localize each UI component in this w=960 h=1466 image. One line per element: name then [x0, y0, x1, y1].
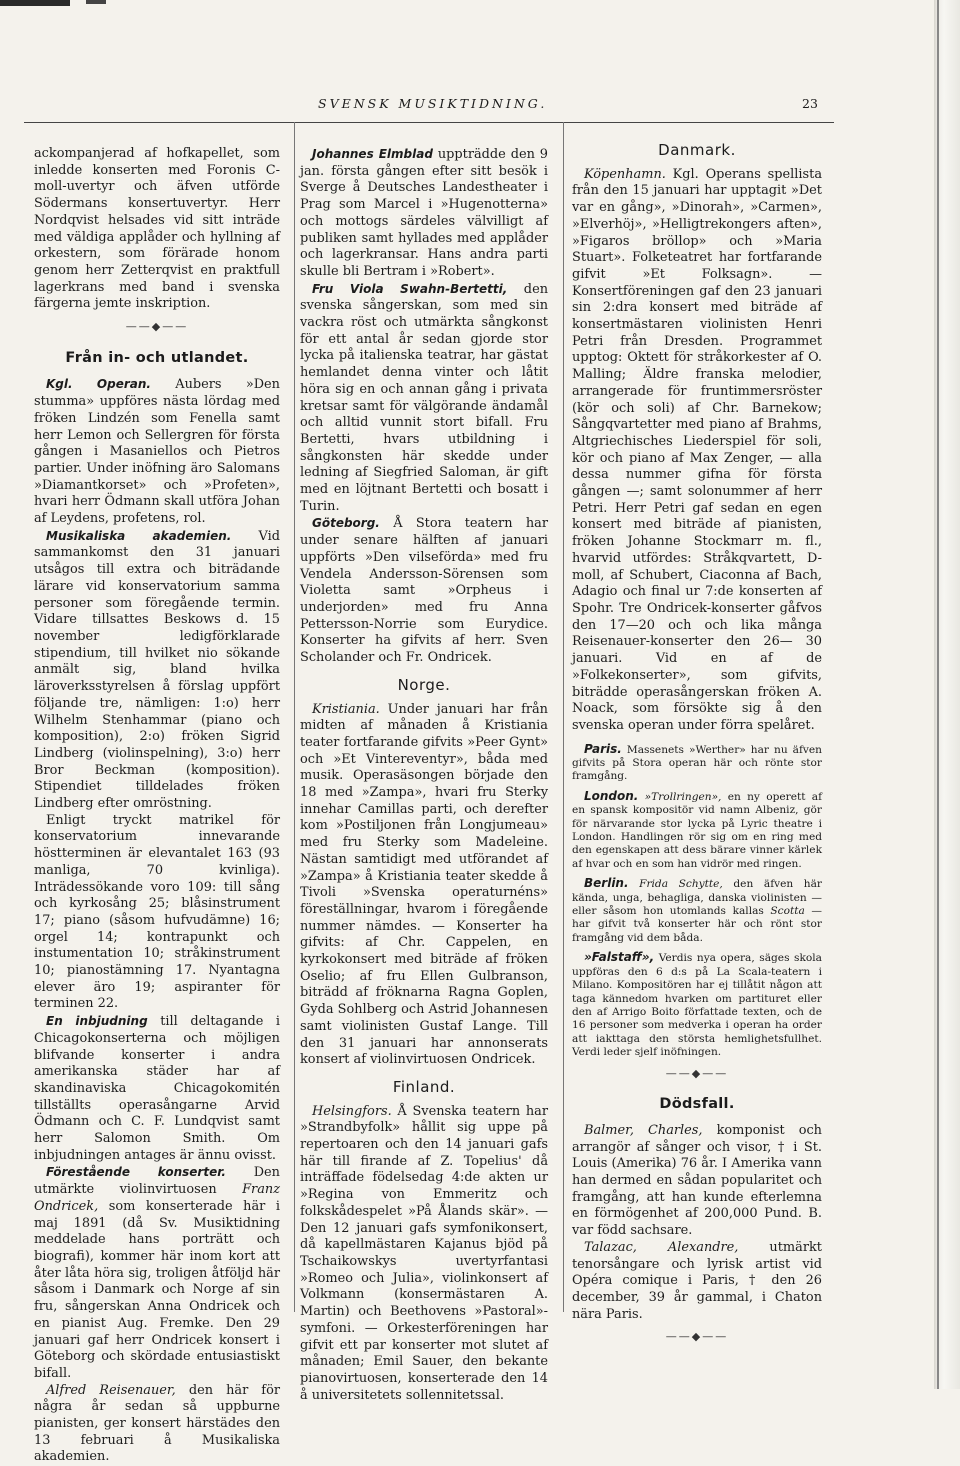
article-text: den svenska sångerskan, som med sin vackra röst och utmärkta sångkonst för ett antal år sedan gjorde stor lycka på italienska teatrar, har gästat hemlandet denna vinter och låtit höra sig en och annan gång i privata kretsar samt för välgörande ändamål och alltid vunnit stort bifall. Fru Bertetti, hvars utbildning i sångkonsten här skedde under ledning af Siegfried Saloman, är gift med en löjtnant Bertetti och bosatt i Turin.: [300, 281, 548, 514]
paragraph: [572, 167, 822, 735]
page-number: 23: [802, 96, 818, 111]
article-lead: Berlin.: [584, 876, 629, 891]
article-lead: En inbjudning: [46, 1014, 148, 1029]
paragraph: Enligt tryckt matrikel för konservatorium innevarande höstterminen är elevantalet 163 (93 manliga, 70 kvinliga). Inträdessökande voro 109: till sång och kyrkosång 25; blåsinstrument 17; piano (såsom hufvudämne) 16; orgel 14; kontrapunkt och instumentation 10; stråkinstrument 10; pianostämning 17. Nyantagna elever äro 19; aspiranter för terminen 22.: [34, 812, 280, 1012]
article-lead: Fru Viola Swahn-Bertetti,: [312, 281, 508, 296]
article-text: Den utmärkte violinvirtuosen: [34, 1165, 280, 1198]
article-lead: »Falstaff»,: [584, 950, 655, 965]
article-lead: Förestående konserter.: [46, 1165, 226, 1180]
paragraph: [300, 146, 548, 281]
person-name: Scotta: [770, 905, 805, 918]
ornament-divider: ——◆——: [665, 1066, 729, 1080]
column-3: [572, 141, 822, 1352]
section-title: Danmark.: [658, 141, 736, 159]
article-lead: Kgl. Operan.: [46, 377, 151, 392]
paragraph: [572, 1123, 822, 1240]
article-text: en ny operett af en spansk kompositör vid namn Albeniz, gör för närvarande stor lycka på Lyric theatre i London. Handlingen rör sig om en ring med den egenskapen att dess bärare vinner kärlek af hvar och en som han vidrör med ringen.: [572, 790, 822, 870]
paragraph: [572, 877, 822, 945]
paragraph: [300, 515, 548, 666]
article-text: Å Svenska teatern har »Strandbyfolk» hållit sig uppe på repertoaren och den 14 januari gafs här till firande af Z. Topelius' då inträffade födelsedag 4:de akten ur »Regina von Emmeritz och folkskådespelet »På Ålands skär». — Den 12 januari gafs symfonikonsert, då kapellmästaren Kajanus bjöd på Tschaikowskys uvertyrfantasi »Romeo och Julia», violinkonsert af Volkmann (konsermästaren A. Martin) och Beethovens »Pastoral»-symfoni. — Orkesterföreningen har gifvit ett par konserter mot slutet af månaden; Emil Sauer, den bekante pianovirtuosen, konserterade den 14 å universitetets sollennitetssal.: [300, 1103, 548, 1403]
paragraph: [34, 1383, 280, 1466]
paragraph: [572, 951, 822, 1059]
article-text: till deltagande i Chicagokonserterna och möjligen blifvande konserter i andra amerikanska städer har af skandinaviska Chicagokomitén tillställts operasångarne Arvid Ödmann och C. F. Lundqvist samt herr Salomon Smith. Om inbjudningen antages är ännu ovisst.: [34, 1014, 281, 1163]
article-text: — har gifvit två konserter här och rönt stor framgång vid dem båda.: [572, 905, 822, 944]
scan-streak: [86, 0, 106, 4]
article-lead: Göteborg.: [312, 516, 380, 531]
ornament-divider: ——◆——: [665, 1330, 729, 1344]
header-rule: [24, 122, 834, 123]
section-title: Från in- och utlandet.: [65, 349, 249, 366]
paragraph: ackompanjerad af hofkapellet, som inledde konserten med Foronis C-moll-uvertyr och äfven utförde Södermans konsertuvertyr. Herr Nordqvist helsades vid sitt inträde med väldiga applåder och hyllning af orkestern, som förärade honom genom herr Zetterqvist en praktfull lagerkrans med band i svenska färgerna jemte inskription.: [34, 146, 280, 312]
person-name: Frida Schytte,: [628, 878, 723, 891]
article-lead: Helsingfors.: [312, 1103, 392, 1119]
work-title: »Trollringen»,: [638, 790, 722, 803]
article-text: komponist och arrangör af sånger och visor, † i St. Louis (Amerika) 76 år. I Amerika vann han dermed en sådan popularitet och framgång, att han kunde efterlemna en förmögenhet af 200,000 Pund. B. var född sachsare.: [572, 1122, 822, 1239]
column-2: [300, 146, 548, 1404]
article-text: uppträdde den 9 jan. första gången efter sitt besök i Sverge å Deutsches Landestheater i Prag som Marcel i »Hugenotterna» och mottogs särdeles välvilligt af publiken samt hyllades med applåder och lagerkransar. Hans andra parti skulle bli Bertram i »Robert».: [300, 147, 548, 279]
article-text: utmärkt tenorsångare och lyrisk artist vid Opéra comique i Paris, † den 26 december, 39 år gammal, i Chaton nära Paris.: [572, 1239, 822, 1322]
paragraph: [34, 1164, 280, 1382]
article-text: Under januari har från midten af månaden å Kristiania teater fortfarande gifvits »Peer Gynt» och »Et Vintereventyr», båda med musik. Operasäsongen började den 18 med »Zampa», hvari fru Sterky innehar Camillas parti, och derefter kom »Postiljonen från Longjumeau» med fru Sterky som Madeleine. Nästan samtidigt med utförandet af »Zampa» å Kristiania teater skedde å Tivoli »Svenska operaturnéns» föreställningar, hvarom i föregående nummer nämdes. — Konserter ha gifvits: af Chr. Cappelen, en kyrkokonsert med biträde af fröken Oselio; af fru Ellen Gulbranson, biträdd af fröknarna Ragna Goplen, Gyda Sohlberg och Astrid Johannesen samt violinisten Gustaf Lange. Till den 31 januari har annonserats konsert af violinvirtuosen Ondricek.: [300, 701, 548, 1068]
article-lead: Balmer, Charles,: [584, 1122, 703, 1138]
article-text: Massenets »Werther» har nu äfven gifvits på Stora operan här och rönte stor framgång.: [572, 743, 822, 783]
article-lead: Köpenhamn.: [584, 166, 666, 182]
paragraph: [572, 743, 822, 784]
person-name: Franz Ondricek,: [34, 1182, 280, 1214]
article-lead: Johannes Elmblad: [312, 147, 433, 161]
article-lead: Alfred Reisenauer,: [46, 1382, 176, 1398]
paragraph: [300, 1104, 548, 1405]
article-text: Aubers »Den stumma» uppföres nästa lördag med fröken Lindzén som Fenella samt herr Lemon och Sellergren för första gången i Masaniellos och Pietros partier. Under inöfning äro Salomans »Diamantkorset» och »Profeten», hvari herr Ödmann skall utföra Johan af Leydens, profetens, rol.: [34, 377, 280, 527]
paragraph: [572, 1240, 822, 1324]
article-lead: London.: [584, 788, 639, 803]
article-text: Vid sammankomst den 31 januari utsågos till extra och biträdande lärare vid konservatorium samma personer som föregående termin. Vidare tillsattes Beskows d. 15 november ledigförklarade stipendium, till hvilket nio sökande anmält sig, bland hvilka läroverksstyrelsen å förslag uppfört följande tre, nämligen: 1:o) herr Wilhelm Stenhammar (piano och komposition), 2:o) fröken Sigrid Lindberg (violinspelning), 3:o) herr Bror Beckman (komposition). Stipendiet tilldelades fröken Lindberg efter omröstning.: [34, 528, 280, 812]
paragraph: [300, 281, 548, 516]
article-text: Kgl. Operans spellista från den 15 januari har upptagit »Det var en gång», »Dinorah», »Carmen», »Elverhöj», »Helligtrekongers aften», »Figaros bröllop» och »Maria Stuart». Folketeatret har fortfarande gifvit »Et Folksagn». — Konsertföreningen gaf den 23 januari sin 2:dra konsert med biträde af konsertmästaren violinisten Henri Petri från Dresden. Programmet upptog: Oktett för stråkorkester af O. Malling; Äldre franska melodier, arrangerade för fruntimmersröster (kör och soli) af Chr. Barnekow; Sångqvartetter med piano af Brahms, Altgriechisches Liederspiel för soli, kör och piano af Max Zenger, — alla dessa nummer gifna för första gången —; samt solonummer af herr Petri. Herr Petri gaf sedan en egen konsert med biträde af pianisten, fröken Johanne Stockmarr m. fl., hvarvid utfördes: Stråkqvartett, D-moll, af Schubert, Ciaconna af Bach, Adagio och final ur 7:de konserten af Spohr. Tre Ondricek-konserter gåfvos den 17—20 och och lika många Reisenauer-konserter den 26— 30 januari. Vid en af de »Folkekonserter», som gifvits, biträdde operasångerskan fröken A. Noack, som försökte sig å den svenska operan under förra spelåret.: [572, 166, 822, 733]
paragraph: [34, 528, 280, 813]
ornament-divider: ——◆——: [125, 320, 189, 334]
article-text: den äfven här kända, unga, behagliga, danska violinisten — eller såsom hon utomlands kallas: [572, 878, 822, 918]
column-rule: [563, 122, 564, 1312]
article-text: Å Stora teatern har under senare hälften af januari uppförts »Den vilseförda» med fru Vendela Andersson-Sörensen som Violetta samt »Orpheus i underjorden» med fru Anna Pettersson-Norrie som Eurydice. Konserter ha gifvits af herr. Sven Scholander och Fr. Ondricek.: [300, 516, 548, 666]
page-edge: [934, 0, 960, 1389]
news-briefs: [572, 743, 822, 1060]
article-lead: Talazac, Alexandre,: [584, 1239, 739, 1255]
article-text: som konserterade här i maj 1891 (då Sv. Musiktidning meddelade hans porträtt och biografi), kommer här inom kort att åter låta höra sig, troligen åtföljd här såsom i Danmark och Norge af sin fru, sångerskan Anna Ondricek och en pianist Aug. Fremke. Den 29 januari gaf herr Ondricek konsert i Göteborg och skördade entusiastiskt bifall.: [34, 1198, 280, 1381]
article-text: Verdis nya opera, säges skola uppföras den 6 d:s på La Scala-teatern i Milano. Kompositören har ej tillåtit någon att taga kännedom hvarken om partituret eller den af Arrigo Boito författade texten, och de 16 personer som medverka i operan ha order att iakttaga den största hemlighetsfullhet. Verdi leder sjelf inöfningen.: [572, 952, 822, 1059]
section-title: Norge.: [397, 675, 451, 694]
scan-streak: [0, 0, 70, 6]
article-text: den här för några år sedan så uppburne pianisten, ger konsert härstädes den 13 februari å Musikaliska akademien.: [34, 1382, 280, 1465]
section-title: Dödsfall.: [659, 1096, 735, 1113]
paragraph: [300, 702, 548, 1069]
paragraph: [34, 376, 280, 527]
page-header: [0, 90, 935, 112]
article-lead: Kristiania.: [312, 701, 380, 717]
column-rule: [294, 122, 295, 1312]
paragraph: [34, 1013, 280, 1164]
section-title: Finland.: [392, 1077, 456, 1096]
article-lead: Musikaliska akademien.: [46, 528, 232, 543]
running-title: SVENSK MUSIKTIDNING.: [318, 96, 548, 111]
article-lead: Paris.: [584, 741, 622, 756]
paragraph: [572, 790, 822, 871]
column-1: [34, 146, 280, 1466]
